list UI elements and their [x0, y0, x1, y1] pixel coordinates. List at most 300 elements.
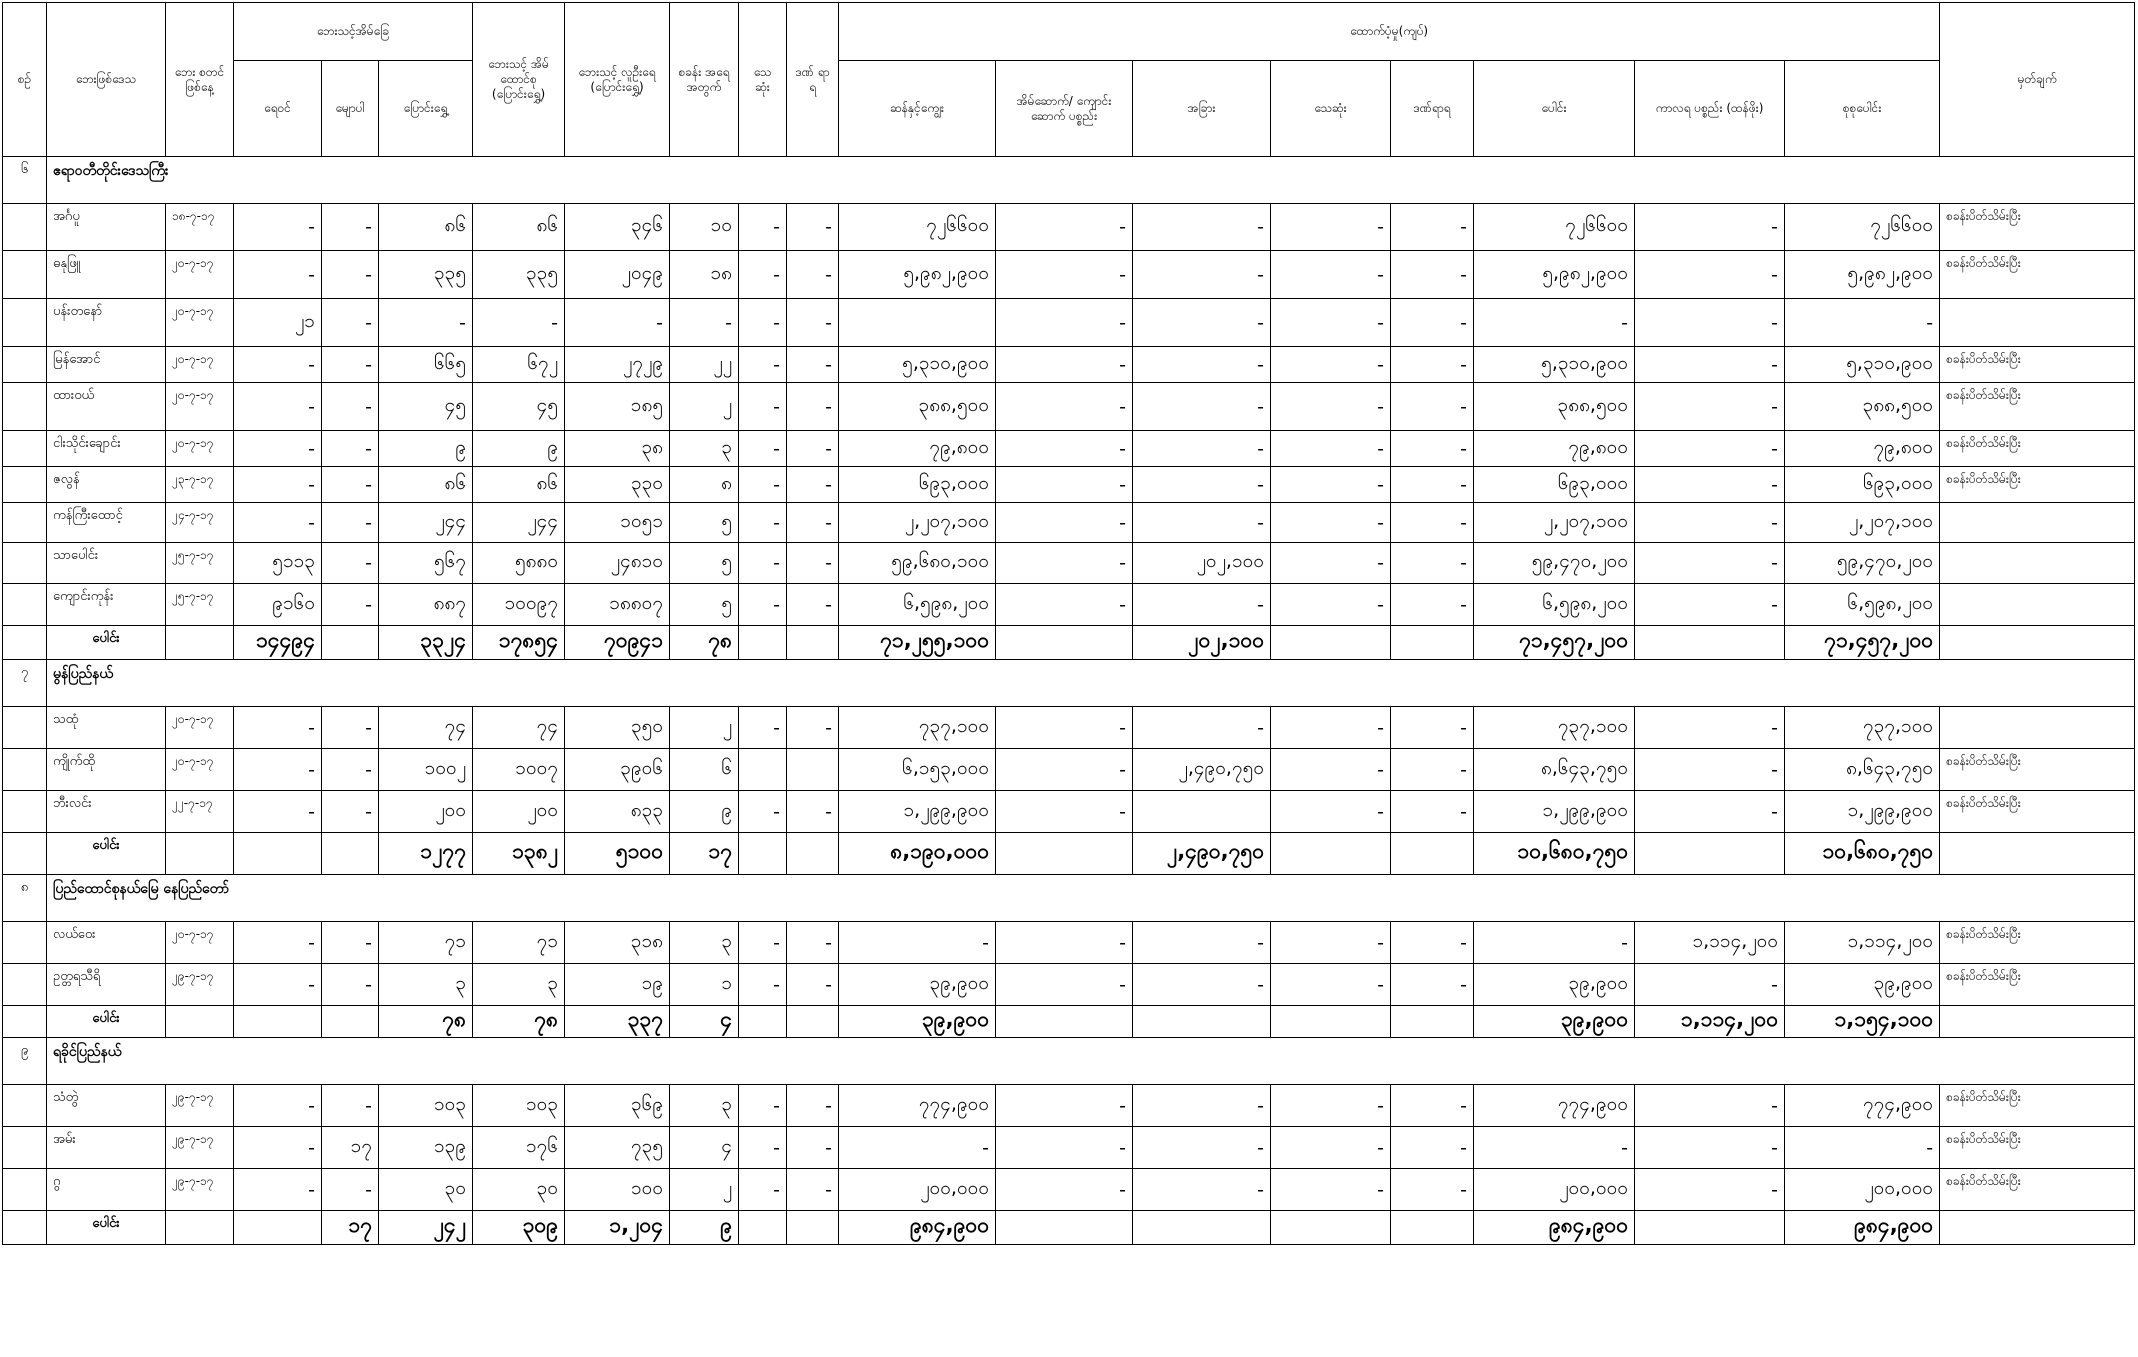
- place-cell: ဓနုဖြူ: [47, 251, 166, 299]
- families-cell: ၂၀၀: [473, 791, 565, 833]
- persons-cell: ၂၇၂၉: [565, 347, 670, 383]
- total-label: ပေါင်း: [47, 833, 166, 875]
- total-families-cell: ၁၃၈၂: [473, 833, 565, 875]
- aid_total-cell: ၂၀၀,၀၀၀: [1474, 1169, 1635, 1211]
- section-number: ၇: [3, 660, 47, 707]
- camps-cell: ၂: [670, 707, 739, 749]
- table-row: [3, 543, 2135, 584]
- aid_total-cell: ၇၉,၈၀၀: [1474, 431, 1635, 467]
- grand-cell: ၈,၆၄၃,၇၅၀: [1785, 749, 1940, 791]
- injured-cell: -: [787, 204, 839, 251]
- aid_injured-cell: -: [1391, 251, 1474, 299]
- inkind-cell: -: [1635, 543, 1785, 584]
- date-cell: ၂၉-၇-၁၇: [166, 964, 234, 1006]
- persons-cell: ၃၆၉: [565, 1085, 670, 1127]
- total-injured-cell: [787, 626, 839, 660]
- inkind-cell: -: [1635, 299, 1785, 347]
- flood-relief-table: [2, 2, 2135, 1245]
- aid_dead-cell: -: [1271, 707, 1391, 749]
- grand-cell: ၅၉,၄၇၀,၂၀၀: [1785, 543, 1940, 584]
- total-families-cell: ၇၈: [473, 1006, 565, 1038]
- persons-cell: ၃၅၀: [565, 707, 670, 749]
- place-cell: ထားဝယ်: [47, 383, 166, 431]
- persons-cell: -: [565, 299, 670, 347]
- date-cell: ၂၀-၇-၁၇: [166, 707, 234, 749]
- section-title: ဧရာဝတီတိုင်းဒေသကြီး: [47, 157, 2135, 204]
- other-cell: -: [1133, 431, 1271, 467]
- washed-cell: -: [322, 791, 379, 833]
- total-remark-cell: [1940, 1006, 2135, 1038]
- building-cell: -: [996, 1085, 1133, 1127]
- injured-cell: -: [787, 584, 839, 626]
- aid_dead-cell: -: [1271, 1085, 1391, 1127]
- remark-cell: စခန်းပိတ်သိမ်းပြီး: [1940, 791, 2135, 833]
- total-grand-cell: ၇၁,၄၅၇,၂၀၀: [1785, 626, 1940, 660]
- flooded-cell: ၉၁၆၀: [234, 584, 322, 626]
- aid_dead-cell: -: [1271, 791, 1391, 833]
- aid_total-cell: ၈,၆၄၃,၇၅၀: [1474, 749, 1635, 791]
- washed-cell: -: [322, 749, 379, 791]
- rice-cell: ၇၇၄,၉၀၀: [839, 1085, 996, 1127]
- total-aid_injured-cell: [1391, 626, 1474, 660]
- total-building-cell: [996, 626, 1133, 660]
- table-row: [3, 791, 2135, 833]
- camps-cell: ၈: [670, 467, 739, 503]
- flooded-cell: -: [234, 467, 322, 503]
- place-cell: မြန်အောင်: [47, 347, 166, 383]
- total-washed-cell: [322, 833, 379, 875]
- table-row: [3, 584, 2135, 626]
- total-aid_dead-cell: [1271, 1211, 1391, 1245]
- families-cell: ၁၀၀၉၇: [473, 584, 565, 626]
- families-cell: ၈၆: [473, 467, 565, 503]
- total-rice-cell: ၉၈၄,၉၀၀: [839, 1211, 996, 1245]
- building-cell: -: [996, 584, 1133, 626]
- table-row: [3, 299, 2135, 347]
- total-flooded-cell: [234, 1006, 322, 1038]
- aid_injured-cell: -: [1391, 791, 1474, 833]
- table-row: [3, 1085, 2135, 1127]
- flooded-cell: -: [234, 347, 322, 383]
- camps-cell: ၉: [670, 791, 739, 833]
- total-injured-cell: [787, 1006, 839, 1038]
- total-other-cell: [1133, 1211, 1271, 1245]
- aid_injured-cell: -: [1391, 467, 1474, 503]
- aid_dead-cell: -: [1271, 503, 1391, 543]
- total-row: [3, 833, 2135, 875]
- persons-cell: ၁၈၅: [565, 383, 670, 431]
- date-cell: ၂၉-၇-၁၇: [166, 1085, 234, 1127]
- total-building-cell: [996, 1006, 1133, 1038]
- dead-cell: -: [739, 922, 787, 964]
- aid_total-cell: -: [1474, 299, 1635, 347]
- injured-cell: -: [787, 922, 839, 964]
- total-inkind-cell: ၁,၁၁၄,၂၀၀: [1635, 1006, 1785, 1038]
- camps-cell: ၂: [670, 1169, 739, 1211]
- header-injured: ဒဏ် ရာ ရ: [787, 3, 839, 157]
- persons-cell: ၁၀၀: [565, 1169, 670, 1211]
- header-households-group: ဘေးသင့်အိမ်ခြေ: [234, 3, 473, 61]
- place-cell: လယ်ဝေး: [47, 922, 166, 964]
- washed-cell: -: [322, 503, 379, 543]
- section-row: [3, 660, 2135, 707]
- dead-cell: [739, 749, 787, 791]
- date-cell: [166, 833, 234, 875]
- place-cell: ဘီးလင်း: [47, 791, 166, 833]
- rice-cell: ၁,၂၉၉,၉၀၀: [839, 791, 996, 833]
- table-row: [3, 467, 2135, 503]
- table-row: [3, 347, 2135, 383]
- washed-cell: -: [322, 543, 379, 584]
- injured-cell: -: [787, 431, 839, 467]
- inkind-cell: -: [1635, 503, 1785, 543]
- table-row: [3, 503, 2135, 543]
- section-title: ရခိုင်ပြည်နယ်: [47, 1038, 2135, 1085]
- total-aid_injured-cell: [1391, 1211, 1474, 1245]
- sr-cell: [3, 383, 47, 431]
- total-aid_total-cell: ၇၁,၄၅၇,၂၀၀: [1474, 626, 1635, 660]
- remark-cell: [1940, 543, 2135, 584]
- camps-cell: ၃: [670, 1085, 739, 1127]
- section-row: [3, 875, 2135, 922]
- total-camps-cell: ၄: [670, 1006, 739, 1038]
- remark-cell: [1940, 707, 2135, 749]
- table-row: [3, 431, 2135, 467]
- persons-cell: ၃၈: [565, 431, 670, 467]
- date-cell: ၂၅-၇-၁၇: [166, 543, 234, 584]
- aid_total-cell: ၇၃၇,၁၀၀: [1474, 707, 1635, 749]
- total-flooded-cell: [234, 1211, 322, 1245]
- total-other-cell: ၂,၄၉၀,၇၅၀: [1133, 833, 1271, 875]
- total-aid_injured-cell: [1391, 1006, 1474, 1038]
- camps-cell: ၁၀: [670, 204, 739, 251]
- total-persons-cell: ၃၃၇: [565, 1006, 670, 1038]
- building-cell: -: [996, 467, 1133, 503]
- total-relocated-cell: ၇၈: [379, 1006, 473, 1038]
- flooded-cell: -: [234, 204, 322, 251]
- place-cell: သံတွဲ: [47, 1085, 166, 1127]
- date-cell: ၂၀-၇-၁၇: [166, 347, 234, 383]
- total-building-cell: [996, 1211, 1133, 1245]
- other-cell: -: [1133, 503, 1271, 543]
- injured-cell: -: [787, 964, 839, 1006]
- remark-cell: စခန်းပိတ်သိမ်းပြီး: [1940, 383, 2135, 431]
- table-row: [3, 251, 2135, 299]
- total-dead-cell: [739, 833, 787, 875]
- washed-cell: -: [322, 251, 379, 299]
- sr-cell: [3, 347, 47, 383]
- header-aid-other: အခြား: [1133, 61, 1271, 157]
- total-grand-cell: ၁၀,၆၈၀,၇၅၀: [1785, 833, 1940, 875]
- header-dead: သေ ဆုံး: [739, 3, 787, 157]
- aid_dead-cell: -: [1271, 251, 1391, 299]
- dead-cell: -: [739, 347, 787, 383]
- section-number: ၈: [3, 875, 47, 922]
- header-region: ဘေးဖြစ်ဒေသ: [47, 3, 166, 157]
- rice-cell: ၆,၁၅၃,၀၀၀: [839, 749, 996, 791]
- camps-cell: ၁: [670, 964, 739, 1006]
- section-row: [3, 157, 2135, 204]
- aid_dead-cell: -: [1271, 1127, 1391, 1169]
- camps-cell: ၁၈: [670, 251, 739, 299]
- total-remark-cell: [1940, 1211, 2135, 1245]
- dead-cell: -: [739, 383, 787, 431]
- building-cell: -: [996, 543, 1133, 584]
- dead-cell: -: [739, 1085, 787, 1127]
- inkind-cell: -: [1635, 791, 1785, 833]
- persons-cell: ၂၀၄၉: [565, 251, 670, 299]
- total-relocated-cell: ၃၃၂၄: [379, 626, 473, 660]
- other-cell: -: [1133, 383, 1271, 431]
- total-relocated-cell: ၂၄၂: [379, 1211, 473, 1245]
- aid_total-cell: ၅,၃၁၀,၉၀၀: [1474, 347, 1635, 383]
- washed-cell: -: [322, 922, 379, 964]
- relocated-cell: ၂၄၄: [379, 503, 473, 543]
- other-cell: ၂,၄၉၀,၇၅၀: [1133, 749, 1271, 791]
- other-cell: -: [1133, 251, 1271, 299]
- date-cell: ၂၉-၇-၁၇: [166, 1169, 234, 1211]
- total-inkind-cell: [1635, 833, 1785, 875]
- aid_total-cell: ၆,၅၉၈,၂၀၀: [1474, 584, 1635, 626]
- aid_injured-cell: -: [1391, 431, 1474, 467]
- aid_injured-cell: -: [1391, 964, 1474, 1006]
- section-title: ပြည်ထောင်စုနယ်မြေ နေပြည်တော်: [47, 875, 2135, 922]
- remark-cell: စခန်းပိတ်သိမ်းပြီး: [1940, 251, 2135, 299]
- aid_total-cell: ၅,၉၈၂,၉၀၀: [1474, 251, 1635, 299]
- relocated-cell: ၁၃၉: [379, 1127, 473, 1169]
- total-dead-cell: [739, 1211, 787, 1245]
- persons-cell: ၁၀၅၁: [565, 503, 670, 543]
- aid_injured-cell: -: [1391, 383, 1474, 431]
- other-cell: -: [1133, 1127, 1271, 1169]
- sr-cell: [3, 467, 47, 503]
- sr-cell: [3, 1127, 47, 1169]
- rice-cell: [839, 299, 996, 347]
- families-cell: ၄၅: [473, 383, 565, 431]
- total-row: [3, 1006, 2135, 1038]
- aid_dead-cell: -: [1271, 299, 1391, 347]
- table-row: [3, 749, 2135, 791]
- grand-cell: ၁,၂၉၉,၉၀၀: [1785, 791, 1940, 833]
- remark-cell: [1940, 584, 2135, 626]
- families-cell: ၁၇၆: [473, 1127, 565, 1169]
- remark-cell: စခန်းပိတ်သိမ်းပြီး: [1940, 922, 2135, 964]
- total-aid_total-cell: ၉၈၄,၉၀၀: [1474, 1211, 1635, 1245]
- dead-cell: -: [739, 584, 787, 626]
- total-label: ပေါင်း: [47, 626, 166, 660]
- aid_injured-cell: -: [1391, 347, 1474, 383]
- dead-cell: -: [739, 707, 787, 749]
- sr-cell: [3, 584, 47, 626]
- header-families: ဘေးသင့် အိမ် ထောင်စု (ပြောင်းရွှေ့): [473, 3, 565, 157]
- section-title: မွန်ပြည်နယ်: [47, 660, 2135, 707]
- header-aid-injured: ဒဏ်ရာရ: [1391, 61, 1474, 157]
- relocated-cell: ၉: [379, 431, 473, 467]
- flooded-cell: -: [234, 1127, 322, 1169]
- remark-cell: [1940, 299, 2135, 347]
- header-aid-dead: သေဆုံး: [1271, 61, 1391, 157]
- camps-cell: ၅: [670, 584, 739, 626]
- rice-cell: ၆,၅၉၈,၂၀၀: [839, 584, 996, 626]
- families-cell: -: [473, 299, 565, 347]
- aid_dead-cell: -: [1271, 347, 1391, 383]
- table-row: [3, 1169, 2135, 1211]
- washed-cell: -: [322, 204, 379, 251]
- inkind-cell: -: [1635, 1085, 1785, 1127]
- building-cell: -: [996, 431, 1133, 467]
- rice-cell: ၇၂၆၆၀၀: [839, 204, 996, 251]
- remark-cell: စခန်းပိတ်သိမ်းပြီး: [1940, 347, 2135, 383]
- families-cell: ၅၈၈၀: [473, 543, 565, 584]
- table-row: [3, 964, 2135, 1006]
- total-flooded-cell: ၁၄၄၉၄: [234, 626, 322, 660]
- total-injured-cell: [787, 1211, 839, 1245]
- aid_injured-cell: -: [1391, 543, 1474, 584]
- camps-cell: ၂၂: [670, 347, 739, 383]
- date-cell: ၂၀-၇-၁၇: [166, 383, 234, 431]
- flooded-cell: ၅၁၁၃: [234, 543, 322, 584]
- flooded-cell: -: [234, 707, 322, 749]
- total-families-cell: ၁၇၈၅၄: [473, 626, 565, 660]
- sr-cell: [3, 299, 47, 347]
- persons-cell: ၃၉၀၆: [565, 749, 670, 791]
- relocated-cell: ၃၀: [379, 1169, 473, 1211]
- place-cell: သထုံ: [47, 707, 166, 749]
- header-aid-rice: ဆန်နှင့်ကျွေး: [839, 61, 996, 157]
- date-cell: ၂၅-၇-၁၇: [166, 584, 234, 626]
- total-aid_total-cell: ၁၀,၆၈၀,၇၅၀: [1474, 833, 1635, 875]
- grand-cell: ၇၂၆၆၀၀: [1785, 204, 1940, 251]
- other-cell: -: [1133, 347, 1271, 383]
- grand-cell: ၇၉,၈၀၀: [1785, 431, 1940, 467]
- relocated-cell: ၄၅: [379, 383, 473, 431]
- persons-cell: ၃၄၆: [565, 204, 670, 251]
- rice-cell: ၆၉၃,၀၀၀: [839, 467, 996, 503]
- flooded-cell: -: [234, 383, 322, 431]
- aid_dead-cell: -: [1271, 204, 1391, 251]
- injured-cell: [787, 749, 839, 791]
- rice-cell: -: [839, 922, 996, 964]
- remark-cell: စခန်းပိတ်သိမ်းပြီး: [1940, 467, 2135, 503]
- aid_dead-cell: -: [1271, 431, 1391, 467]
- families-cell: ၇၄: [473, 707, 565, 749]
- inkind-cell: -: [1635, 1127, 1785, 1169]
- total-washed-cell: ၁၇: [322, 1211, 379, 1245]
- aid_injured-cell: -: [1391, 204, 1474, 251]
- sr-cell: [3, 749, 47, 791]
- building-cell: -: [996, 707, 1133, 749]
- other-cell: -: [1133, 299, 1271, 347]
- persons-cell: ၁၈၈၀၇: [565, 584, 670, 626]
- inkind-cell: -: [1635, 467, 1785, 503]
- inkind-cell: -: [1635, 584, 1785, 626]
- relocated-cell: ၇၄: [379, 707, 473, 749]
- inkind-cell: -: [1635, 964, 1785, 1006]
- sr-cell: [3, 1085, 47, 1127]
- total-persons-cell: ၅၁၀၀: [565, 833, 670, 875]
- header-aid-building: အိမ်ဆောက်/ ကျောင်းဆောက် ပစ္စည်း: [996, 61, 1133, 157]
- injured-cell: -: [787, 707, 839, 749]
- total-grand-cell: ၉၈၄,၉၀၀: [1785, 1211, 1940, 1245]
- total-label: ပေါင်း: [47, 1006, 166, 1038]
- injured-cell: -: [787, 1127, 839, 1169]
- total-inkind-cell: [1635, 1211, 1785, 1245]
- flooded-cell: -: [234, 922, 322, 964]
- washed-cell: -: [322, 584, 379, 626]
- date-cell: ၂၀-၇-၁၇: [166, 922, 234, 964]
- date-cell: ၂၀-၇-၁၇: [166, 749, 234, 791]
- grand-cell: ၇၇၄,၉၀၀: [1785, 1085, 1940, 1127]
- grand-cell: ၆၉၃,၀၀၀: [1785, 467, 1940, 503]
- aid_total-cell: ၃၈၈,၅၀၀: [1474, 383, 1635, 431]
- relief-report-sheet: [2, 2, 2135, 1245]
- rice-cell: ၃၉,၉၀၀: [839, 964, 996, 1006]
- total-persons-cell: ၇၀၉၄၁: [565, 626, 670, 660]
- relocated-cell: -: [379, 299, 473, 347]
- total-building-cell: [996, 833, 1133, 875]
- header-relocated: ပြောင်းရွှေ့: [379, 61, 473, 157]
- aid_dead-cell: -: [1271, 964, 1391, 1006]
- families-cell: ၆၇၂: [473, 347, 565, 383]
- sr-cell: [3, 707, 47, 749]
- inkind-cell: -: [1635, 749, 1785, 791]
- injured-cell: -: [787, 543, 839, 584]
- dead-cell: -: [739, 299, 787, 347]
- date-cell: ၂၄-၇-၁၇: [166, 503, 234, 543]
- header-aid-total: ပေါင်း: [1474, 61, 1635, 157]
- header-sr: စဉ်: [3, 3, 47, 157]
- total-inkind-cell: [1635, 626, 1785, 660]
- total-washed-cell: [322, 1006, 379, 1038]
- inkind-cell: ၁,၁၁၄,၂၀၀: [1635, 922, 1785, 964]
- sr-cell: [3, 543, 47, 584]
- aid_total-cell: -: [1474, 922, 1635, 964]
- table-row: [3, 383, 2135, 431]
- section-number: ၆: [3, 157, 47, 204]
- rice-cell: ၇၉,၈၀၀: [839, 431, 996, 467]
- dead-cell: -: [739, 1169, 787, 1211]
- injured-cell: -: [787, 1085, 839, 1127]
- sr-cell: [3, 251, 47, 299]
- remark-cell: စခန်းပိတ်သိမ်းပြီး: [1940, 204, 2135, 251]
- total-row: [3, 1211, 2135, 1245]
- families-cell: ၃: [473, 964, 565, 1006]
- total-row: [3, 626, 2135, 660]
- total-relocated-cell: ၁၂၇၇: [379, 833, 473, 875]
- sr-cell: [3, 431, 47, 467]
- flooded-cell: -: [234, 431, 322, 467]
- date-cell: ၂၃-၇-၁၇: [166, 467, 234, 503]
- persons-cell: ၁၉: [565, 964, 670, 1006]
- table-row: [3, 922, 2135, 964]
- aid_dead-cell: -: [1271, 543, 1391, 584]
- header-aid-inkind: ကာလရ ပစ္စည်း (ထန်ဖိုး): [1635, 61, 1785, 157]
- injured-cell: -: [787, 299, 839, 347]
- date-cell: [166, 1211, 234, 1245]
- families-cell: ၉: [473, 431, 565, 467]
- table-row: [3, 1127, 2135, 1169]
- sr-cell: [3, 791, 47, 833]
- date-cell: [166, 626, 234, 660]
- injured-cell: -: [787, 503, 839, 543]
- remark-cell: [1940, 503, 2135, 543]
- camps-cell: ၃: [670, 922, 739, 964]
- washed-cell: -: [322, 467, 379, 503]
- persons-cell: ၈၃၃: [565, 791, 670, 833]
- date-cell: ၂၉-၇-၁၇: [166, 1127, 234, 1169]
- persons-cell: ၇၃၅: [565, 1127, 670, 1169]
- aid_injured-cell: -: [1391, 707, 1474, 749]
